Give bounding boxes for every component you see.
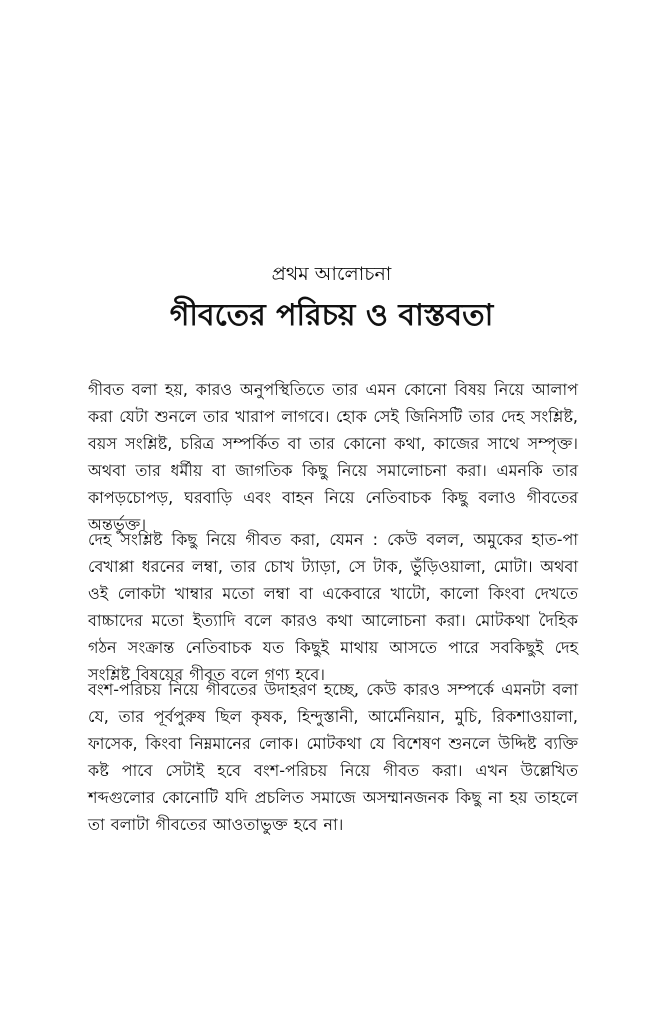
body-paragraph: বংশ-পরিচয় নিয়ে গীবতের উদাহরণ হচ্ছে, কেউ কারও সম্পর্কে এমনটা বলা যে, তার পূর্বপুরুষ ছিল কৃষক, হিন্দুস্তানী, আর্মেনিয়ান, মুচি, রিকশাওয়ালা, ফাসেক, কিংবা নিম্নমানের লোক। মোটকথা যে বিশেষণ শুনলে উদ্দিষ্ট ব্যক্তি কষ্ট পাবে সেটাই হবে বংশ-পরিচয় নিয়ে গীবত করা। এখন উল্লেখিত শব্দগুলোর কোনোটি যদি প্রচলিত সমাজে অসম্মানজনক কিছু না হয় তাহলে তা বলাটা গীবতের আওতাভুক্ত হবে না। — [88, 680, 578, 834]
chapter-label: প্রথম আলোচনা — [271, 263, 392, 285]
body-paragraph: গীবত বলা হয়, কারও অনুপস্থিতিতে তার এমন কোনো বিষয় নিয়ে আলাপ করা যেটা শুনলে তার খারাপ লাগবে। হোক সেই জিনিসটি তার দেহ সংশ্লিষ্ট, বয়স সংশ্লিষ্ট, চরিত্র সম্পর্কিত বা তার কোনো কথা, কাজের সাথে সম্পৃক্ত। অথবা তার ধর্মীয় বা জাগতিক কিছু নিয়ে সমালোচনা করা। এমনকি তার কাপড়চোপড়, ঘরবাড়ি এবং বাহন নিয়ে নেতিবাচক কিছু বলাও গীবতের অন্তর্ভুক্ত। — [88, 380, 578, 534]
chapter-title: গীবতের পরিচয় ও বাস্তবতা — [169, 298, 494, 333]
body-paragraph: দেহ সংশ্লিষ্ট কিছু নিয়ে গীবত করা, যেমন : কেউ বলল, অমুকের হাত-পা বেখাপ্পা ধরনের লম্বা, তার চোখ ট্যাড়া, সে টাক, ভুঁড়িওয়ালা, মোটা। অথবা ওই লোকটা খাম্বার মতো লম্বা বা একেবারে খাটো, কালো কিংবা দেখতে বাচ্চাদের মতো ইত্যাদি বলে কারও কথা আলোচনা করা। মোটকথা দৈহিক গঠন সংক্রান্ত নেতিবাচক যত কিছুই মাথায় আসতে পারে সবকিছুই দেহ সংশ্লিষ্ট বিষয়ের গীবত বলে গণ্য হবে। — [88, 530, 578, 684]
